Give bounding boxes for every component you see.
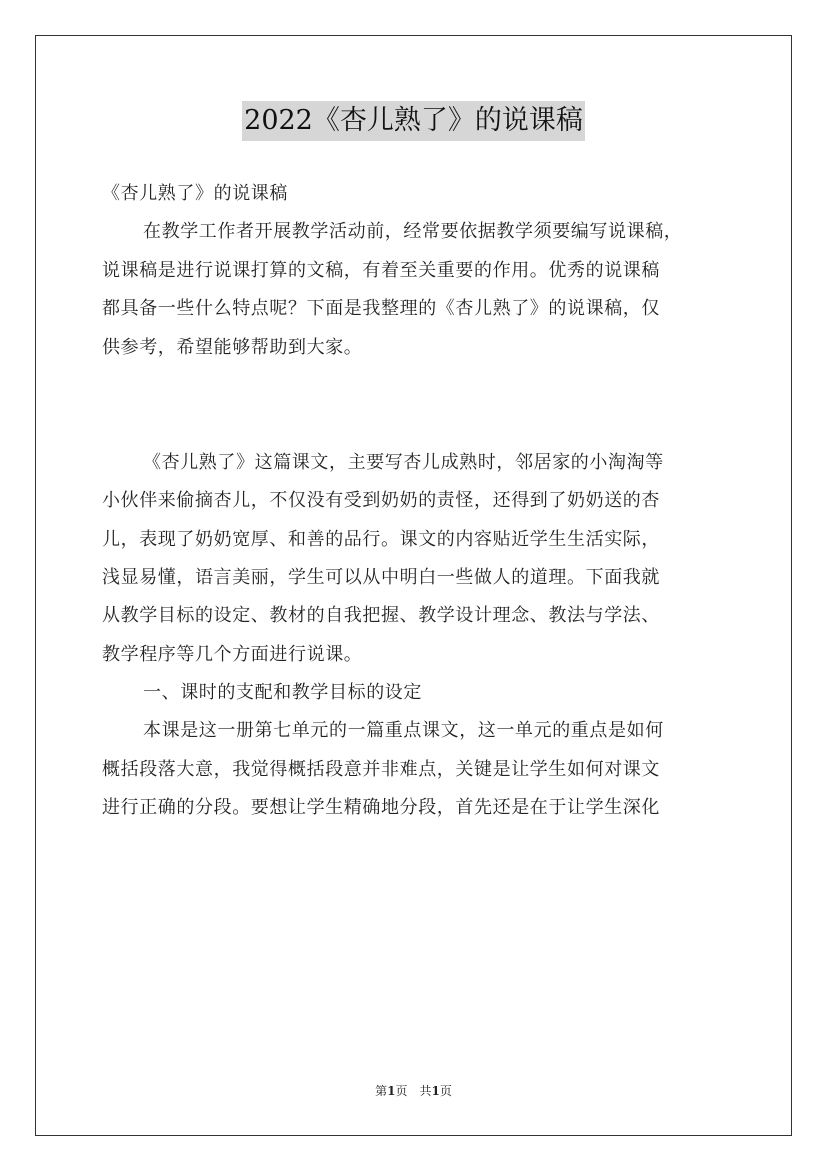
footer-page-current: 1	[387, 1084, 396, 1098]
paragraph-line: 在教学工作者开展教学活动前，经常要依据教学须要编写说课稿，	[143, 221, 683, 243]
paragraph-line: 供参考，希望能够帮助到大家。	[102, 336, 363, 358]
document-subtitle: 《杏儿熟了》的说课稿	[102, 183, 288, 204]
footer-page-suffix: 页	[439, 1084, 452, 1098]
blank-line	[102, 405, 728, 443]
section-heading: 一、课时的支配和教学目标的设定	[143, 682, 422, 704]
paragraph-line: 进行正确的分段。要想让学生精确地分段，首先还是在于让学生深化	[102, 797, 660, 819]
paragraph-line: 儿，表现了奶奶宽厚、和善的品行。课文的内容贴近学生生活实际，	[102, 528, 660, 550]
blank-line	[102, 367, 728, 405]
paragraph-line: 说课稿是进行说课打算的文稿，有着至关重要的作用。优秀的说课稿	[102, 259, 660, 281]
document-title-wrapper	[0, 101, 827, 141]
paragraph-line: 从教学目标的设定、教材的自我把握、教学设计理念、教法与学法、	[102, 605, 660, 627]
footer-page-prefix: 第	[375, 1084, 388, 1098]
document-body	[102, 175, 728, 828]
paragraph-line: 都具备一些什么特点呢？下面是我整理的《杏儿熟了》的说课稿，仅	[102, 298, 660, 320]
paragraph-line: 本课是这一册第七单元的一篇重点课文，这一单元的重点是如何	[143, 720, 664, 742]
page-footer	[0, 1082, 827, 1100]
paragraph-line: 概括段落大意，我觉得概括段意并非难点，关键是让学生如何对课文	[102, 758, 660, 780]
paragraph-line: 《杏儿熟了》这篇课文，主要写杏儿成熟时，邻居家的小淘淘等	[143, 451, 664, 473]
paragraph-line: 教学程序等几个方面进行说课。	[102, 643, 363, 665]
paragraph-line: 浅显易懂，语言美丽，学生可以从中明白一些做人的道理。下面我就	[102, 566, 660, 588]
footer-page-mid: 页 共	[395, 1084, 432, 1098]
footer-page-total: 1	[431, 1084, 440, 1098]
document-title: 2022《杏儿熟了》的说课稿	[242, 101, 585, 141]
paragraph-line: 小伙伴来偷摘杏儿，不仅没有受到奶奶的责怪，还得到了奶奶送的杏	[102, 490, 660, 512]
